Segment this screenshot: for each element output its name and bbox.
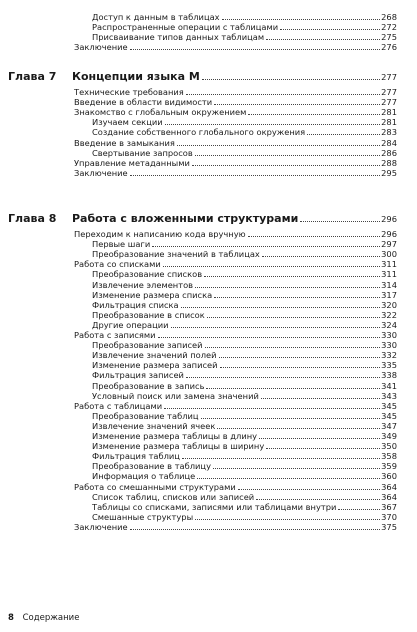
toc-entry-title: Свертывание запросов <box>92 147 193 158</box>
chapter-8-page: 296 <box>381 214 397 224</box>
leader-dots <box>152 246 380 247</box>
toc-subsection-entry[interactable] <box>92 381 397 391</box>
toc-subsection-entry[interactable] <box>92 350 397 360</box>
toc-section-entry[interactable] <box>74 158 397 168</box>
leader-dots <box>217 428 380 429</box>
leader-dots <box>202 79 380 80</box>
toc-subsection-entry[interactable] <box>92 117 397 127</box>
chapter-7-page: 277 <box>381 72 397 82</box>
toc-entry-page: 295 <box>381 167 397 178</box>
toc-entry-title: Присваивание типов данных таблицам <box>92 32 265 43</box>
toc-entry-title: Работа с таблицами <box>74 400 163 411</box>
toc-entry-page: 330 <box>381 330 397 340</box>
toc-section-entry[interactable] <box>74 259 397 269</box>
toc-subsection-entry[interactable] <box>92 310 397 320</box>
toc-entry-page: 345 <box>381 400 397 411</box>
toc-subsection-entry[interactable] <box>92 320 397 330</box>
toc-entry-page: 338 <box>381 370 397 381</box>
leader-dots <box>201 418 381 419</box>
toc-entry-title: Фильтрация списка <box>92 299 179 310</box>
toc-section-entry[interactable] <box>74 97 397 107</box>
toc-entry-page: 364 <box>381 491 397 502</box>
toc-subsection-entry[interactable] <box>92 148 397 158</box>
toc-subsection-entry[interactable] <box>92 492 397 502</box>
toc-entry-page: 367 <box>381 501 397 512</box>
toc-subsection-entry[interactable] <box>92 391 397 401</box>
leader-dots <box>186 377 380 378</box>
leader-dots <box>300 221 380 222</box>
toc-entry-title: Управление метаданными <box>74 157 190 168</box>
toc-section-entry[interactable] <box>74 87 397 97</box>
toc-subsection-entry[interactable] <box>92 300 397 310</box>
toc-entry-title: Преобразование в запись <box>92 380 205 391</box>
toc-section-entry[interactable] <box>74 330 397 340</box>
toc-subsection-entry[interactable] <box>92 431 397 441</box>
toc-subsection-entry[interactable] <box>92 249 397 259</box>
leader-dots <box>195 155 380 156</box>
leader-dots <box>130 49 381 50</box>
toc-entry-title: Заключение <box>74 42 128 53</box>
toc-entry-page: 332 <box>381 350 397 361</box>
toc-entry-page: 311 <box>381 269 397 280</box>
toc-entry-page: 358 <box>381 451 397 462</box>
toc-subsection-entry[interactable] <box>92 441 397 451</box>
toc-entry-page: 297 <box>381 239 397 250</box>
toc-entry-title: Введение в замыкания <box>74 137 175 148</box>
toc-entry-page: 300 <box>381 249 397 260</box>
leader-dots <box>164 408 380 409</box>
toc-entry-title: Распространенные операции с таблицами <box>92 22 279 33</box>
toc-entry-page: 272 <box>381 22 397 33</box>
toc-entry-title: Преобразование в список <box>92 309 205 320</box>
toc-entry-title: Доступ к данным в таблицах <box>92 12 220 22</box>
leader-dots <box>256 499 380 500</box>
leader-dots <box>130 175 381 176</box>
toc-entry-title: Извлечение элементов <box>92 279 194 290</box>
toc-entry-page: 317 <box>381 289 397 300</box>
leader-dots <box>205 347 381 348</box>
leader-dots <box>307 134 380 135</box>
toc-subsection-entry[interactable] <box>92 127 397 137</box>
toc-entry-page: 277 <box>381 97 397 108</box>
toc-entry-title: Заключение <box>74 521 128 532</box>
chapter-7-title: Концепции языка M <box>72 70 200 83</box>
toc-subsection-entry[interactable] <box>92 461 397 471</box>
toc-entry-page: 370 <box>381 511 397 522</box>
toc-entry-title: Преобразование таблиц <box>92 410 199 421</box>
leader-dots <box>262 256 380 257</box>
toc-subsection-entry[interactable] <box>92 512 397 522</box>
toc-entry-page: 359 <box>381 461 397 472</box>
toc-entry-title: Работа с записями <box>74 330 156 340</box>
toc-entry-title: Преобразование в таблицу <box>92 461 211 472</box>
toc-entry-page: 284 <box>381 137 397 148</box>
toc-entry-page: 311 <box>381 259 397 270</box>
leader-dots <box>195 287 380 288</box>
leader-dots <box>259 438 380 439</box>
toc-entry-page: 345 <box>381 410 397 421</box>
toc-section-entry[interactable] <box>74 522 397 532</box>
leader-dots <box>338 509 380 510</box>
leader-dots <box>204 276 380 277</box>
toc-entry-title: Извлечение значений ячеек <box>92 420 216 431</box>
toc-subsection-entry[interactable] <box>92 421 397 431</box>
toc-entry-title: Список таблиц, списков или записей <box>92 491 255 502</box>
toc-entry-page: 314 <box>381 279 397 290</box>
toc-entry-title: Заключение <box>74 167 128 178</box>
toc-entry-page: 341 <box>381 380 397 391</box>
toc-entry-title: Знакомство с глобальным окружением <box>74 107 247 118</box>
toc-entry-title: Другие операции <box>92 319 169 330</box>
toc-entry-page: 375 <box>381 521 397 532</box>
chapter-7-heading[interactable] <box>8 70 397 84</box>
leader-dots <box>261 398 380 399</box>
toc-entry-page: 330 <box>381 340 397 351</box>
toc-entry-page: 281 <box>381 107 397 118</box>
page-footer <box>8 613 79 623</box>
leader-dots <box>195 519 380 520</box>
leader-dots <box>280 29 380 30</box>
toc-entry-title: Преобразование записей <box>92 340 203 351</box>
chapter-8-number: Глава 8 <box>8 212 57 225</box>
toc-entry-title: Таблицы со списками, записями или таблицами внутри <box>92 501 337 512</box>
leader-dots <box>214 104 380 105</box>
leader-dots <box>219 357 381 358</box>
toc-entry-page: 324 <box>381 319 397 330</box>
toc-section-entry[interactable] <box>74 401 397 411</box>
toc-subsection-entry[interactable] <box>92 370 397 380</box>
leader-dots <box>165 124 381 125</box>
toc-entry-title: Фильтрация таблиц <box>92 451 180 462</box>
leader-dots <box>248 114 380 115</box>
toc-entry-title: Смешанные структуры <box>92 511 194 522</box>
chapter-7-number: Глава 7 <box>8 70 57 83</box>
toc-entry-title: Изменение размера таблицы в ширину <box>92 441 265 452</box>
toc-entry-page: 268 <box>381 12 397 22</box>
toc-subsection-entry[interactable] <box>92 239 397 249</box>
toc-entry-title: Преобразование списков <box>92 269 203 280</box>
leader-dots <box>248 236 381 237</box>
toc-entry-page: 277 <box>381 87 397 97</box>
toc-section-entry[interactable] <box>74 229 397 239</box>
toc-entry-title: Создание собственного глобального окружения <box>92 127 306 138</box>
leader-dots <box>222 19 381 20</box>
toc-entry-page: 349 <box>381 431 397 441</box>
toc-entry-title: Переходим к написанию кода вручную <box>74 229 246 239</box>
toc-entry-page: 275 <box>381 32 397 43</box>
toc-entry-title: Работа со смешанными структурами <box>74 481 236 492</box>
leader-dots <box>186 94 380 95</box>
toc-entry-title: Введение в области видимости <box>74 97 213 108</box>
toc-entry-title: Извлечение значений полей <box>92 350 217 361</box>
toc-entry-page: 320 <box>381 299 397 310</box>
leader-dots <box>220 367 381 368</box>
leader-dots <box>171 327 381 328</box>
toc-entry-page: 276 <box>381 42 397 53</box>
toc-subsection-entry[interactable] <box>92 340 397 350</box>
footer-page-number: 8 <box>8 613 14 623</box>
toc-entry-page: 360 <box>381 471 397 482</box>
toc-entry-title: Условный поиск или замена значений <box>92 390 259 401</box>
leader-dots <box>158 337 381 338</box>
toc-subsection-entry[interactable] <box>92 280 397 290</box>
toc-entry-page: 322 <box>381 309 397 320</box>
toc-subsection-entry[interactable] <box>92 269 397 279</box>
leader-dots <box>197 478 380 479</box>
toc-subsection-entry[interactable] <box>92 12 397 22</box>
toc-entry-title: Информация о таблице <box>92 471 196 482</box>
toc-subsection-entry[interactable] <box>92 290 397 300</box>
toc-entry-page: 343 <box>381 390 397 401</box>
toc-entry-title: Изучаем секции <box>92 117 163 128</box>
toc-entry-page: 296 <box>381 229 397 239</box>
footer-section-name: Содержание <box>22 613 80 623</box>
leader-dots <box>130 529 381 530</box>
leader-dots <box>213 468 380 469</box>
leader-dots <box>214 297 380 298</box>
toc-entry-page: 288 <box>381 157 397 168</box>
toc-subsection-entry[interactable] <box>92 32 397 42</box>
toc-entry-title: Фильтрация записей <box>92 370 184 381</box>
leader-dots <box>206 388 380 389</box>
toc-entry-title: Изменение размера списка <box>92 289 213 300</box>
toc-entry-page: 335 <box>381 360 397 371</box>
toc-subsection-entry[interactable] <box>92 502 397 512</box>
chapter-8-heading[interactable] <box>8 212 397 226</box>
leader-dots <box>192 165 380 166</box>
toc-entry-page: 350 <box>381 441 397 452</box>
leader-dots <box>266 448 380 449</box>
toc-subsection-entry[interactable] <box>92 22 397 32</box>
toc-section-entry[interactable] <box>74 42 397 52</box>
leader-dots <box>238 489 380 490</box>
leader-dots <box>181 307 381 308</box>
toc-entry-title: Технические требования <box>74 87 184 97</box>
toc-subsection-entry[interactable] <box>92 411 397 421</box>
toc-section-entry[interactable] <box>74 168 397 178</box>
toc-subsection-entry[interactable] <box>92 471 397 481</box>
toc-entry-page: 281 <box>381 117 397 128</box>
toc-entry-page: 283 <box>381 127 397 138</box>
toc-entry-title: Преобразование значений в таблицах <box>92 249 260 260</box>
leader-dots <box>163 266 380 267</box>
toc-section-entry[interactable] <box>74 138 397 148</box>
leader-dots <box>182 458 380 459</box>
leader-dots <box>266 39 380 40</box>
toc-entry-title: Изменение размера записей <box>92 360 218 371</box>
toc-section-entry[interactable] <box>74 107 397 117</box>
toc-entry-title: Изменение размера таблицы в длину <box>92 431 258 441</box>
toc-entry-title: Работа со списками <box>74 259 161 270</box>
toc-section-entry[interactable] <box>74 482 397 492</box>
toc-subsection-entry[interactable] <box>92 451 397 461</box>
toc-entry-title: Первые шаги <box>92 239 151 250</box>
toc-entry-page: 286 <box>381 147 397 158</box>
leader-dots <box>177 145 380 146</box>
toc-subsection-entry[interactable] <box>92 360 397 370</box>
toc-entry-page: 364 <box>381 481 397 492</box>
leader-dots <box>207 317 380 318</box>
chapter-8-title: Работа с вложенными структурами <box>72 212 299 225</box>
toc-entry-page: 347 <box>381 420 397 431</box>
